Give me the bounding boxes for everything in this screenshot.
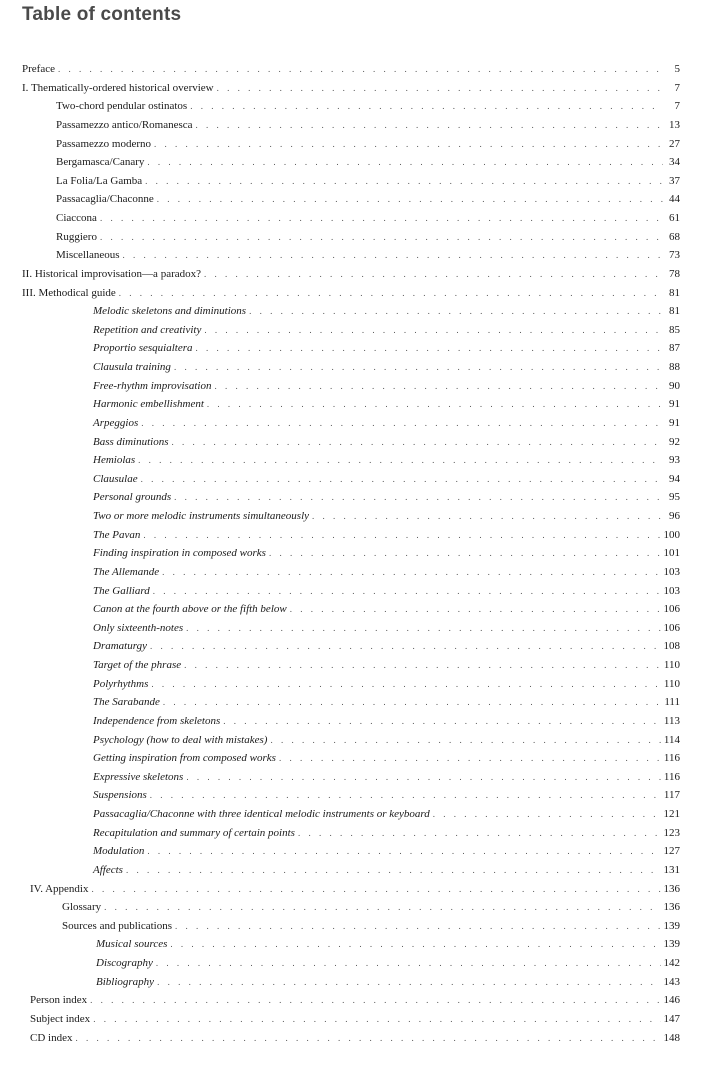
- dot-leader: [147, 153, 663, 172]
- toc-entry[interactable]: [0, 284, 713, 303]
- toc-entry-page: 111: [664, 696, 680, 709]
- toc-entry-title: Ciaccona: [56, 212, 97, 224]
- toc-entry[interactable]: [0, 954, 713, 973]
- dot-leader: [91, 880, 660, 899]
- toc-entry-page: 113: [663, 714, 680, 727]
- toc-entry[interactable]: [0, 1029, 713, 1048]
- toc-entry-page: 88: [669, 361, 680, 373]
- toc-entry-title: II. Historical improvisation—a paradox?: [22, 267, 202, 280]
- dot-leader: [270, 731, 660, 750]
- dot-leader: [196, 116, 663, 135]
- dot-leader: [174, 488, 663, 507]
- dot-leader: [75, 1029, 660, 1048]
- toc-entry[interactable]: [0, 116, 713, 135]
- dot-leader: [104, 898, 660, 917]
- dot-leader: [157, 190, 663, 209]
- dot-leader: [156, 954, 661, 973]
- toc-entry-title: Melodic skeletons and diminutions: [93, 305, 247, 318]
- toc-entry-page: 131: [663, 863, 680, 876]
- dot-leader: [163, 693, 661, 712]
- toc-entry-title: Clausulae: [93, 472, 138, 485]
- dot-leader: [433, 805, 661, 824]
- toc-entry-title: Two-chord pendular ostinatos: [56, 100, 188, 113]
- toc-entry-page: 34: [669, 156, 680, 169]
- toc-entry[interactable]: [0, 805, 713, 824]
- toc-entry[interactable]: [0, 209, 713, 228]
- toc-entry[interactable]: [0, 302, 713, 321]
- toc-entry[interactable]: [0, 1010, 713, 1029]
- toc-entry[interactable]: [0, 507, 713, 526]
- dot-leader: [145, 172, 663, 191]
- toc-entry-page: 117: [663, 789, 680, 802]
- toc-entry-page: 146: [663, 994, 680, 1007]
- toc-entry-page: 73: [669, 249, 680, 262]
- toc-entry[interactable]: [0, 563, 713, 582]
- dot-leader: [298, 824, 661, 843]
- toc-entry[interactable]: [0, 339, 713, 358]
- toc-entry-page: 106: [663, 621, 680, 634]
- toc-entry-page: 110: [663, 677, 680, 690]
- toc-entry-page: 142: [663, 957, 680, 969]
- dot-leader: [150, 637, 661, 656]
- dot-leader: [141, 470, 663, 489]
- toc-entry[interactable]: [0, 842, 713, 861]
- toc-entry[interactable]: [0, 973, 713, 992]
- toc-entry-page: 139: [663, 938, 680, 951]
- dot-leader: [196, 339, 663, 358]
- dot-leader: [174, 358, 663, 377]
- dot-leader: [100, 228, 663, 247]
- table-of-contents: [0, 60, 713, 1047]
- toc-entry-page: 7: [674, 81, 680, 94]
- toc-entry[interactable]: [0, 153, 713, 172]
- toc-entry-title: Two or more melodic instruments simultaneously: [93, 510, 310, 522]
- dot-leader: [90, 991, 660, 1010]
- dot-leader: [138, 451, 663, 470]
- dot-leader: [123, 246, 663, 265]
- toc-entry-title: Discography: [96, 957, 153, 969]
- toc-entry-title: Polyrhythms: [93, 677, 149, 690]
- toc-entry-title: Passacaglia/Chaconne: [56, 193, 154, 206]
- toc-entry-title: Suspensions: [93, 789, 147, 802]
- toc-entry[interactable]: [0, 786, 713, 805]
- toc-entry-page: 95: [669, 491, 680, 504]
- toc-entry-page: 123: [663, 826, 680, 839]
- toc-entry[interactable]: [0, 321, 713, 340]
- toc-entry[interactable]: [0, 488, 713, 507]
- dot-leader: [269, 544, 661, 563]
- dot-leader: [147, 842, 660, 861]
- dot-leader: [204, 321, 663, 340]
- toc-entry[interactable]: [0, 377, 713, 396]
- toc-entry-page: 106: [663, 603, 680, 616]
- toc-entry-title: Only sixteenth-notes: [93, 621, 184, 634]
- dot-leader: [141, 414, 663, 433]
- toc-entry[interactable]: [0, 824, 713, 843]
- toc-entry[interactable]: [0, 265, 713, 284]
- dot-leader: [58, 60, 663, 79]
- dot-leader: [157, 973, 660, 992]
- toc-entry[interactable]: [0, 246, 713, 265]
- toc-entry-page: 68: [669, 230, 680, 243]
- toc-entry-page: 87: [669, 342, 680, 355]
- toc-entry-title: Preface: [22, 63, 55, 75]
- toc-entry-page: 27: [669, 137, 680, 150]
- dot-leader: [204, 265, 663, 284]
- dot-leader: [184, 656, 661, 675]
- toc-entry-page: 61: [669, 212, 680, 224]
- toc-entry-title: Recapitulation and summary of certain points: [93, 826, 295, 839]
- toc-entry-page: 81: [669, 286, 680, 299]
- page-title: Table of contents: [22, 4, 182, 25]
- toc-entry-title: Miscellaneous: [56, 249, 120, 262]
- toc-entry-title: Bibliography: [96, 975, 155, 988]
- toc-entry-title: Getting inspiration from composed works: [93, 752, 276, 765]
- toc-entry-title: Person index: [30, 994, 88, 1007]
- toc-entry-title: Finding inspiration in composed works: [93, 547, 266, 560]
- toc-entry-page: 127: [663, 845, 680, 858]
- toc-entry-page: 44: [669, 193, 680, 206]
- dot-leader: [186, 768, 661, 787]
- dot-leader: [151, 675, 661, 694]
- dot-leader: [143, 526, 660, 545]
- dot-leader: [171, 433, 663, 452]
- toc-entry-page: 100: [663, 528, 680, 541]
- toc-entry-page: 96: [669, 510, 680, 522]
- toc-entry[interactable]: [0, 637, 713, 656]
- toc-entry[interactable]: [0, 172, 713, 191]
- toc-entry-page: 13: [669, 118, 680, 131]
- dot-leader: [214, 377, 663, 396]
- toc-entry-title: Subject index: [30, 1012, 91, 1025]
- dot-leader: [290, 600, 661, 619]
- toc-entry-page: 90: [669, 379, 680, 392]
- toc-entry[interactable]: [0, 898, 713, 917]
- toc-entry[interactable]: [0, 582, 713, 601]
- toc-entry[interactable]: [0, 749, 713, 768]
- toc-entry-title: I. Thematically-ordered historical overview: [22, 81, 214, 94]
- toc-entry-title: CD index: [30, 1031, 73, 1044]
- toc-entry-page: 85: [669, 323, 680, 336]
- toc-entry[interactable]: [0, 861, 713, 880]
- toc-entry[interactable]: [0, 79, 713, 98]
- toc-entry-page: 91: [669, 398, 680, 411]
- toc-entry-page: 136: [663, 901, 680, 914]
- toc-entry-title: Passacaglia/Chaconne with three identical melodic instruments or keyboard: [93, 808, 430, 820]
- toc-entry-title: Hemiolas: [93, 454, 136, 467]
- toc-entry-title: Glossary: [62, 901, 102, 914]
- toc-entry-page: 37: [669, 174, 680, 187]
- toc-entry-page: 143: [663, 975, 680, 988]
- toc-entry-page: 5: [674, 63, 680, 75]
- dot-leader: [126, 861, 661, 880]
- toc-entry[interactable]: [0, 60, 713, 79]
- toc-entry-title: Modulation: [93, 845, 145, 858]
- toc-entry-title: III. Methodical guide: [22, 286, 116, 299]
- toc-entry-title: Musical sources: [96, 938, 168, 951]
- toc-entry-title: The Pavan: [93, 528, 141, 541]
- dot-leader: [223, 712, 661, 731]
- toc-entry[interactable]: [0, 991, 713, 1010]
- dot-leader: [150, 786, 661, 805]
- toc-entry[interactable]: [0, 395, 713, 414]
- toc-entry[interactable]: [0, 880, 713, 899]
- toc-entry-title: The Galliard: [93, 584, 150, 597]
- toc-entry[interactable]: [0, 470, 713, 489]
- toc-entry-title: Bass diminutions: [93, 435, 169, 448]
- toc-entry[interactable]: [0, 731, 713, 750]
- toc-entry-title: Psychology (how to deal with mistakes): [93, 733, 268, 746]
- toc-entry-page: 103: [663, 584, 680, 597]
- toc-entry-title: Dramaturgy: [93, 640, 147, 653]
- toc-entry[interactable]: [0, 228, 713, 247]
- dot-leader: [100, 209, 663, 228]
- toc-entry[interactable]: [0, 675, 713, 694]
- toc-entry[interactable]: [0, 544, 713, 563]
- toc-entry-title: Ruggiero: [56, 230, 97, 243]
- toc-entry-page: 108: [663, 640, 680, 653]
- toc-entry-title: Target of the phrase: [93, 659, 182, 671]
- toc-entry-page: 110: [663, 659, 680, 671]
- toc-entry-title: Passamezzo antico/Romanesca: [56, 118, 193, 131]
- toc-entry-title: Repetition and creativity: [93, 323, 202, 336]
- dot-leader: [249, 302, 663, 321]
- toc-entry[interactable]: [0, 190, 713, 209]
- dot-leader: [190, 97, 663, 116]
- toc-entry-title: Sources and publications: [62, 919, 172, 932]
- toc-entry-title: Harmonic embellishment: [93, 398, 204, 411]
- toc-entry[interactable]: [0, 656, 713, 675]
- dot-leader: [279, 749, 661, 768]
- dot-leader: [153, 582, 661, 601]
- toc-entry-page: 103: [663, 565, 680, 578]
- toc-entry-page: 91: [669, 416, 680, 429]
- toc-entry-title: Personal grounds: [93, 491, 172, 504]
- dot-leader: [217, 79, 663, 98]
- toc-entry-page: 148: [663, 1031, 680, 1044]
- toc-entry-title: Independence from skeletons: [93, 714, 221, 727]
- toc-entry-page: 92: [669, 435, 680, 448]
- toc-entry-page: 78: [669, 267, 680, 280]
- toc-entry-title: The Sarabande: [93, 696, 160, 709]
- dot-leader: [170, 935, 660, 954]
- dot-leader: [207, 395, 663, 414]
- toc-entry[interactable]: [0, 433, 713, 452]
- toc-entry-page: 93: [669, 454, 680, 467]
- toc-entry[interactable]: [0, 693, 713, 712]
- toc-entry-title: Passamezzo moderno: [56, 137, 151, 150]
- toc-entry-page: 116: [663, 770, 680, 783]
- toc-entry-page: 7: [674, 100, 680, 113]
- toc-entry-title: Free-rhythm improvisation: [93, 379, 212, 392]
- toc-entry[interactable]: [0, 358, 713, 377]
- toc-entry[interactable]: [0, 414, 713, 433]
- toc-entry-page: 94: [669, 472, 680, 485]
- dot-leader: [119, 284, 663, 303]
- toc-entry-page: 147: [663, 1012, 680, 1025]
- dot-leader: [186, 619, 660, 638]
- toc-entry-title: Bergamasca/Canary: [56, 156, 145, 169]
- toc-entry-page: 136: [663, 882, 680, 895]
- toc-entry[interactable]: [0, 917, 713, 936]
- toc-entry[interactable]: [0, 600, 713, 619]
- toc-entry-page: 116: [663, 752, 680, 765]
- toc-entry-page: 121: [663, 808, 680, 820]
- toc-entry-title: Expressive skeletons: [93, 770, 184, 783]
- toc-entry[interactable]: [0, 97, 713, 116]
- toc-entry[interactable]: [0, 619, 713, 638]
- toc-entry[interactable]: [0, 451, 713, 470]
- toc-entry[interactable]: [0, 712, 713, 731]
- toc-entry-title: Affects: [93, 863, 123, 876]
- toc-entry-page: 139: [663, 919, 680, 932]
- toc-entry[interactable]: [0, 935, 713, 954]
- toc-entry-title: IV. Appendix: [30, 882, 89, 895]
- toc-entry-page: 114: [663, 733, 680, 746]
- toc-entry[interactable]: [0, 135, 713, 154]
- toc-entry-title: Proportio sesquialtera: [93, 342, 193, 355]
- toc-entry[interactable]: [0, 768, 713, 787]
- toc-entry-title: Clausula training: [93, 361, 171, 373]
- toc-entry-title: La Folia/La Gamba: [56, 174, 143, 187]
- dot-leader: [312, 507, 663, 526]
- dot-leader: [93, 1010, 660, 1029]
- toc-entry-title: The Allemande: [93, 565, 160, 578]
- toc-entry-title: Arpeggios: [93, 416, 139, 429]
- dot-leader: [175, 917, 661, 936]
- toc-entry[interactable]: [0, 526, 713, 545]
- toc-entry-page: 101: [663, 547, 680, 560]
- toc-entry-title: Canon at the fourth above or the fifth below: [93, 603, 287, 616]
- dot-leader: [154, 135, 663, 154]
- toc-entry-page: 81: [669, 305, 680, 318]
- dot-leader: [162, 563, 660, 582]
